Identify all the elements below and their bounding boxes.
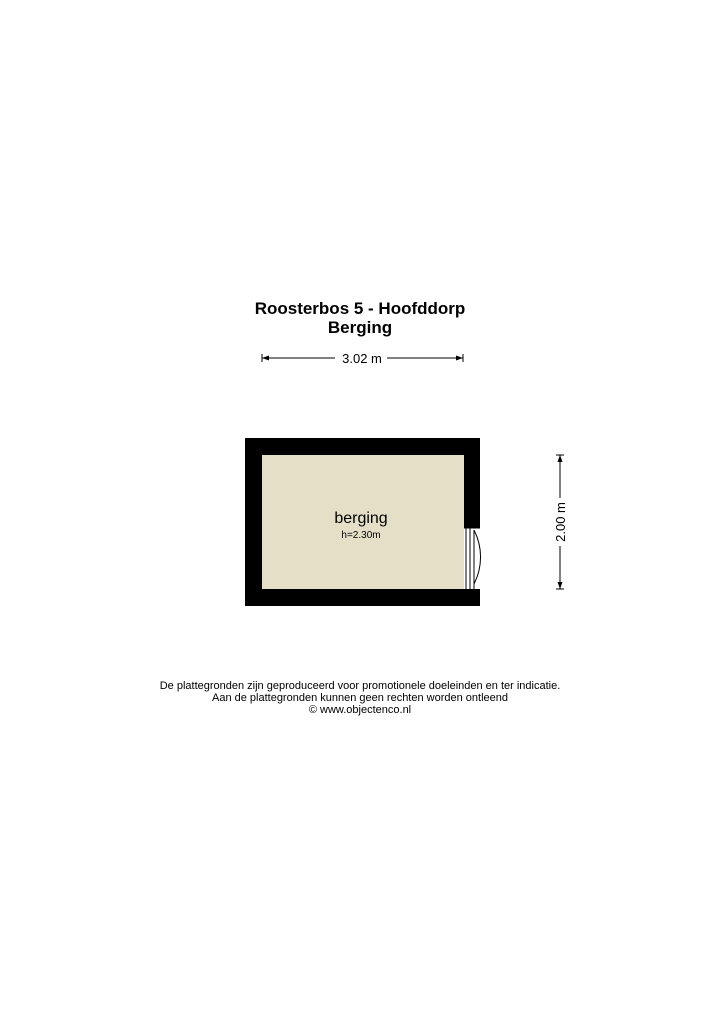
depth-dimension [553, 455, 568, 589]
room-height: h=2.30m [341, 530, 381, 541]
arrow-right-icon [456, 356, 463, 361]
depth-label: 2.00 m [553, 502, 568, 542]
arrow-down-icon [558, 582, 563, 589]
disclaimer-line-1: De plattegronden zijn geproduceerd voor promotionele doeleinden en ter indicatie. [159, 680, 561, 692]
floor-name: Berging [327, 318, 393, 337]
arrow-up-icon [558, 455, 563, 462]
width-label: 3.02 m [342, 351, 382, 366]
copyright-link: © www.objectenco.nl [308, 704, 412, 716]
room-name: berging [334, 510, 388, 527]
plan-title: Roosterbos 5 - Hoofddorp [254, 299, 466, 318]
width-dimension [262, 351, 463, 366]
disclaimer-line-2: Aan de plattegronden kunnen geen rechten worden ontleend [211, 692, 508, 704]
arrow-left-icon [262, 356, 269, 361]
